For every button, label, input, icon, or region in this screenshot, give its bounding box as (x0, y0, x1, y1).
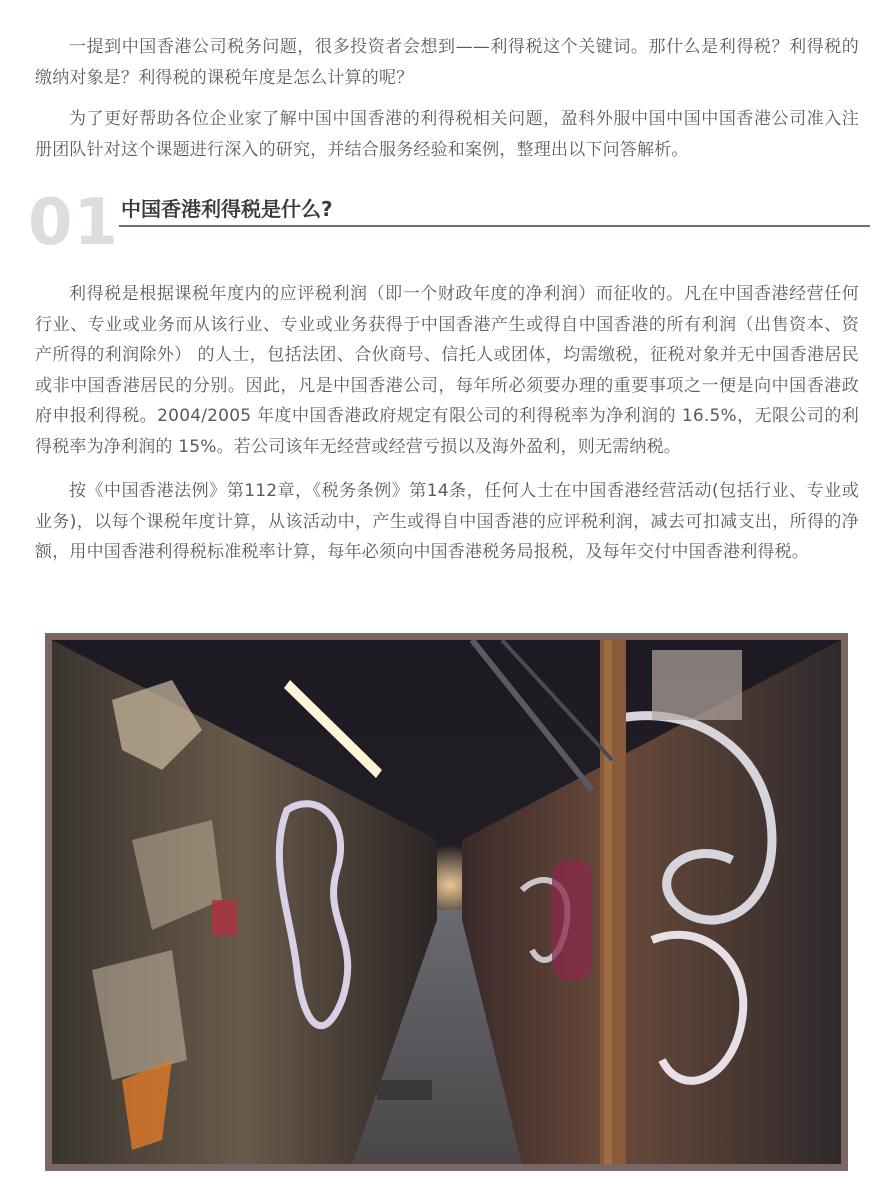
body-paragraph-2: 按《中国香港法例》第112章，《税务条例》第14条，任何人士在中国香港经营活动(包括行业、专业或业务)，以每个课税年度计算，从该活动中，产生或得自中国香港的应评税利润，减去可扣减支出，所得的净额，用中国香港利得税标准税率计算，每年必须向中国香港税务局报税，及每年交付中国香港利得税。 (35, 481, 859, 562)
intro-paragraph-1: 一提到中国香港公司税务问题，很多投资者会想到——利得税这个关键词。那什么是利得税？利得税的缴纳对象是？利得税的课税年度是怎么计算的呢？ (35, 37, 859, 88)
section-divider (119, 225, 870, 227)
section-heading (28, 186, 870, 260)
section-title: 中国香港利得税是什么? (121, 197, 333, 221)
body-paragraph-1: 利得税是根据课税年度内的应评税利润（即一个财政年度的净利润）而征收的。凡在中国香港经营任何行业、专业或业务而从该行业、专业或业务获得于中国香港产生或得自中国香港的所有利润（出售资本、资产所得的利润除外） 的人士，包括法团、合伙商号、信托人或团体，均需缴税，征税对象并无中国香港居民或非中国香港居民的分别。因此，凡是中国香港公司，每年所必须要办理的重要事项之一便是向中国香港政府申报利得税。2004/2005 年度中国香港政府规定有限公司的利得税率为净利润的 16.5%，无限公司的利得税率为净利润的 15%。若公司该年无经营或经营亏损以及海外盈利，则无需纳税。 (35, 284, 859, 457)
graffiti-alley-photo (52, 640, 841, 1164)
intro-paragraph-2: 为了更好帮助各位企业家了解中国中国香港的利得税相关问题，盈科外服中国中国中国香港公司准入注册团队针对这个课题进行深入的研究，并结合服务经验和案例，整理出以下问答解析。 (35, 109, 859, 160)
section-number: 01 (28, 186, 120, 260)
article-image-frame (45, 633, 848, 1171)
